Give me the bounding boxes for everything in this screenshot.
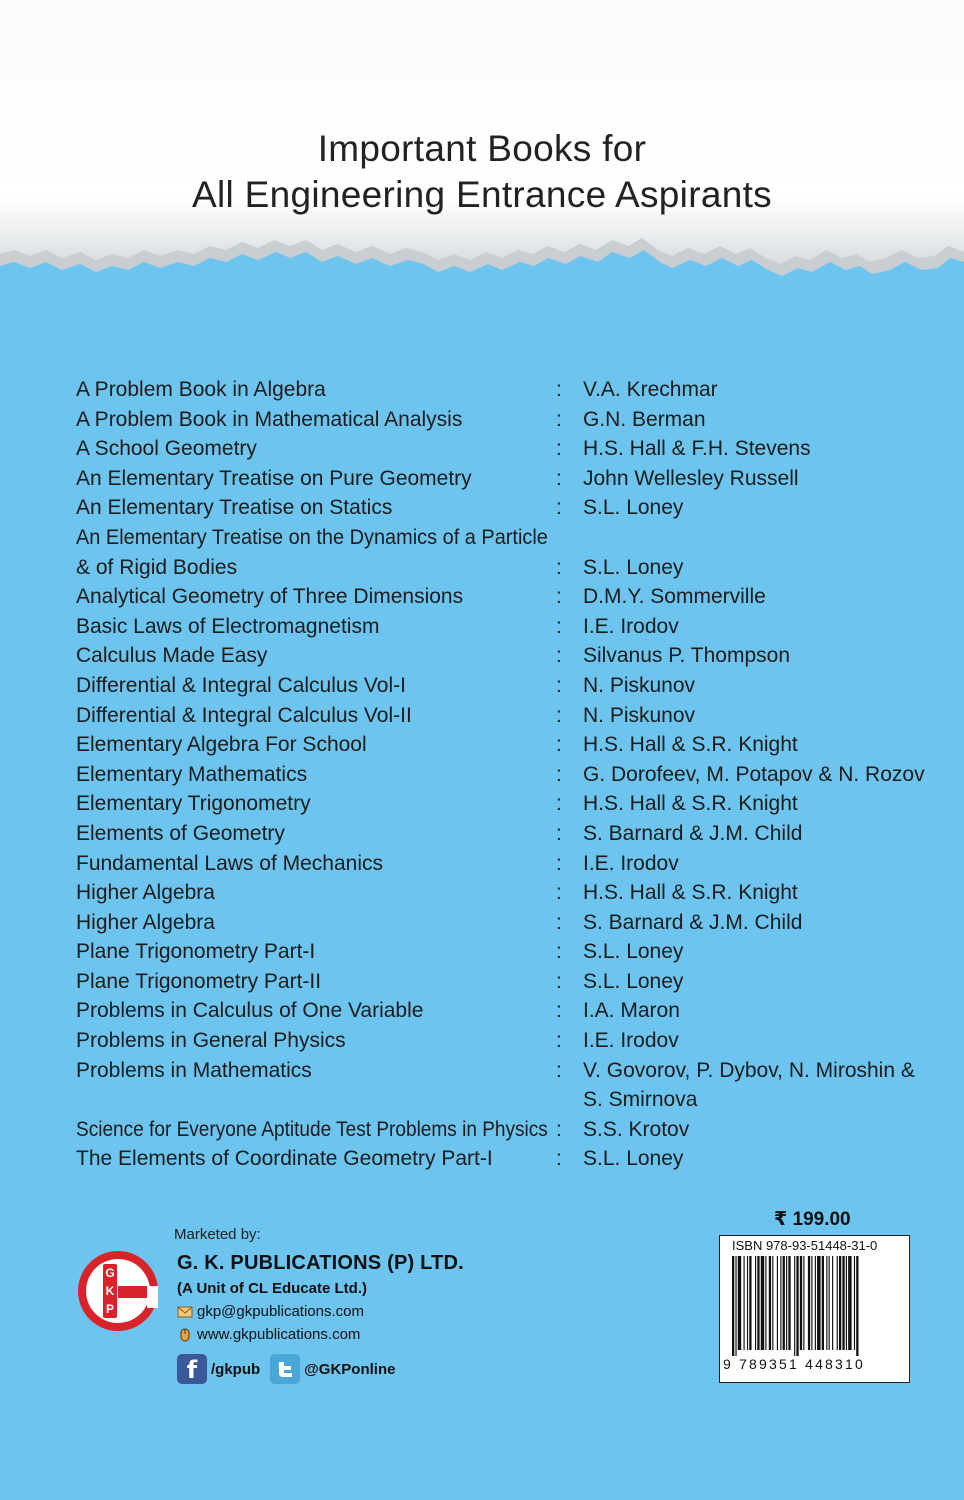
book-row (76, 1144, 936, 1174)
barcode-bar (803, 1256, 804, 1350)
book-title: Elementary Mathematics (76, 762, 308, 786)
barcode-bar (744, 1256, 745, 1350)
book-author: I.E. Irodov (583, 614, 679, 638)
book-separator: : (556, 407, 562, 431)
book-author: H.S. Hall & S.R. Knight (583, 792, 798, 816)
gkp-logo (77, 1250, 159, 1332)
book-row (76, 1115, 936, 1145)
book-row (76, 582, 936, 612)
barcode-bar (856, 1256, 858, 1356)
book-separator: : (556, 792, 562, 816)
isbn-label: ISBN 978-93-51448-31-0 (732, 1238, 878, 1253)
book-title: & of Rigid Bodies (76, 555, 238, 579)
book-separator: : (556, 496, 562, 520)
barcode-bar (822, 1256, 824, 1350)
book-separator: : (556, 733, 562, 757)
barcode-bar (808, 1256, 810, 1350)
book-row (76, 405, 936, 435)
barcode-bar (749, 1256, 751, 1350)
publisher-social-line (177, 1354, 395, 1384)
book-separator: : (556, 999, 562, 1023)
book-row (76, 908, 936, 938)
book-row (76, 553, 936, 583)
book-author: I.E. Irodov (583, 1029, 679, 1053)
publisher-email[interactable]: gkp@gkpublications.com (197, 1303, 364, 1320)
book-author: H.S. Hall & S.R. Knight (583, 881, 798, 905)
barcode-bar (800, 1256, 802, 1350)
barcode-bar (848, 1256, 851, 1350)
book-title: Calculus Made Easy (76, 644, 268, 668)
book-title: Differential & Integral Calculus Vol-II (76, 703, 412, 727)
book-separator: : (556, 940, 562, 964)
book-title: The Elements of Coordinate Geometry Part-I (76, 1147, 493, 1171)
book-title: A Problem Book in Mathematical Analysis (76, 407, 463, 431)
book-separator: : (556, 437, 562, 461)
book-author: G.N. Berman (583, 407, 706, 431)
book-title: Higher Algebra (76, 881, 215, 905)
barcode-bar (735, 1256, 736, 1356)
book-separator: : (556, 466, 562, 490)
book-row (76, 375, 936, 405)
book-row (76, 760, 936, 790)
book-separator: : (556, 821, 562, 845)
title-line-2: All Engineering Entrance Aspirants (192, 174, 772, 215)
title-line-1: Important Books for (317, 128, 647, 169)
book-title: Problems in Calculus of One Variable (76, 999, 424, 1023)
barcode-bar (777, 1256, 778, 1350)
book-separator: : (556, 910, 562, 934)
barcode-bar (738, 1256, 741, 1350)
book-separator: : (556, 614, 562, 638)
barcode-bars (730, 1256, 902, 1356)
book-author: N. Piskunov (583, 673, 696, 697)
book-row (76, 937, 936, 967)
barcode-bar (815, 1256, 816, 1350)
facebook-handle[interactable]: /gkpub (211, 1360, 261, 1378)
book-row (76, 671, 936, 701)
book-title: Analytical Geometry of Three Dimensions (76, 585, 464, 609)
publisher-email-line (177, 1303, 364, 1320)
book-title: Elementary Trigonometry (76, 792, 311, 816)
book-title: Basic Laws of Electromagnetism (76, 614, 380, 638)
book-title: A School Geometry (76, 437, 257, 461)
book-row (76, 967, 936, 997)
book-author: V. Govorov, P. Dybov, N. Miroshin & (583, 1058, 915, 1082)
barcode-bar (832, 1256, 833, 1350)
book-title: Problems in General Physics (76, 1029, 346, 1053)
book-title: Plane Trigonometry Part-II (76, 969, 322, 993)
book-separator: : (556, 969, 562, 993)
book-row (76, 464, 936, 494)
book-separator: : (556, 703, 562, 727)
barcode-bar (769, 1256, 771, 1350)
facebook-icon[interactable]: f (177, 1354, 207, 1384)
book-row (76, 996, 936, 1026)
book-row (76, 523, 936, 553)
publisher-website-line (177, 1326, 360, 1343)
book-title: Differential & Integral Calculus Vol-I (76, 673, 406, 697)
book-separator: : (556, 1058, 562, 1082)
book-row (76, 819, 936, 849)
book-row (76, 493, 936, 523)
book-author: S.L. Loney (583, 969, 684, 993)
barcode-bar (761, 1256, 764, 1350)
book-row (76, 1026, 936, 1056)
book-list (76, 375, 936, 1174)
book-row (76, 701, 936, 731)
book-author: Silvanus P. Thompson (583, 644, 791, 668)
book-row (76, 641, 936, 671)
book-author: S. Barnard & J.M. Child (583, 910, 803, 934)
book-author: S. Barnard & J.M. Child (583, 821, 803, 845)
barcode-bar (757, 1256, 759, 1350)
book-author: I.E. Irodov (583, 851, 679, 875)
book-title: Problems in Mathematics (76, 1058, 312, 1082)
barcode-bar (788, 1256, 790, 1350)
twitter-icon[interactable] (270, 1354, 300, 1384)
marketed-by-label: Marketed by: (174, 1226, 261, 1243)
barcode-bar (839, 1256, 841, 1350)
book-author: S.L. Loney (583, 555, 684, 579)
book-author: H.S. Hall & F.H. Stevens (583, 437, 811, 461)
book-separator: : (556, 644, 562, 668)
barcode-bar (732, 1256, 734, 1356)
book-title: An Elementary Treatise on the Dynamics of a Particle (76, 525, 548, 549)
book-title: Elementary Algebra For School (76, 733, 367, 757)
envelope-icon (177, 1305, 193, 1319)
barcode-bar (747, 1256, 748, 1350)
book-row (76, 849, 936, 879)
barcode-bar (842, 1256, 844, 1350)
logo-letter-p: P (105, 1302, 115, 1316)
mouse-icon (177, 1328, 193, 1342)
book-separator: : (556, 378, 562, 401)
publisher-website[interactable]: www.gkpublications.com (197, 1326, 361, 1343)
book-title: Fundamental Laws of Mechanics (76, 851, 383, 875)
book-title: Elements of Geometry (76, 821, 285, 845)
book-title: Science for Everyone Aptitude Test Problems in Physics (76, 1117, 548, 1141)
book-author: John Wellesley Russell (583, 466, 799, 490)
book-author: H.S. Hall & S.R. Knight (583, 733, 798, 757)
book-author: D.M.Y. Sommerville (583, 585, 766, 609)
barcode-digits: 9 789351 448310 (723, 1356, 865, 1372)
book-row (76, 1056, 936, 1086)
book-author: N. Piskunov (583, 703, 696, 727)
isbn-barcode (719, 1235, 910, 1383)
book-title: An Elementary Treatise on Pure Geometry (76, 466, 472, 490)
cover-title (0, 126, 964, 218)
barcode-bar (846, 1256, 847, 1350)
book-author: S.S. Krotov (583, 1117, 690, 1141)
barcode-bar (786, 1256, 787, 1350)
logo-letter-g: G (105, 1266, 115, 1280)
price-label: ₹ 199.00 (774, 1209, 851, 1230)
book-title: Plane Trigonometry Part-I (76, 940, 316, 964)
book-title: An Elementary Treatise on Statics (76, 496, 393, 520)
book-author: S.L. Loney (583, 940, 684, 964)
logo-letter-k: K (105, 1284, 115, 1298)
book-author: S.L. Loney (583, 1147, 684, 1171)
publisher-name: G. K. PUBLICATIONS (P) LTD. (177, 1252, 464, 1274)
twitter-handle[interactable]: @GKPonline (304, 1360, 396, 1378)
barcode-bar (829, 1256, 830, 1350)
book-separator: : (556, 1117, 562, 1141)
barcode-bar (796, 1256, 798, 1356)
book-title: A Problem Book in Algebra (76, 378, 326, 401)
publisher-unit: (A Unit of CL Educate Ltd.) (177, 1280, 367, 1297)
book-separator: : (556, 1029, 562, 1053)
barcode-bar (811, 1256, 812, 1350)
book-author: I.A. Maron (583, 999, 680, 1023)
barcode-bar (765, 1256, 766, 1350)
barcode-bar (755, 1256, 756, 1350)
book-author: V.A. Krechmar (583, 378, 718, 401)
barcode-bar (794, 1256, 795, 1356)
book-separator: : (556, 851, 562, 875)
book-row (76, 434, 936, 464)
barcode-bar (772, 1256, 773, 1350)
barcode-bar (780, 1256, 781, 1350)
barcode-bar (817, 1256, 820, 1350)
barcode-bar (837, 1256, 838, 1350)
book-separator: : (556, 881, 562, 905)
barcode-bar (854, 1256, 855, 1350)
book-separator: : (556, 1147, 562, 1171)
book-row (76, 878, 936, 908)
book-separator: : (556, 673, 562, 697)
book-author: S. Smirnova (583, 1088, 698, 1112)
book-row (76, 612, 936, 642)
book-separator: : (556, 555, 562, 579)
book-separator: : (556, 762, 562, 786)
barcode-bar (826, 1256, 827, 1350)
book-separator: : (556, 585, 562, 609)
book-title: Higher Algebra (76, 910, 215, 934)
book-row (76, 730, 936, 760)
book-row (76, 1085, 936, 1115)
book-row (76, 789, 936, 819)
book-author: S.L. Loney (583, 496, 684, 520)
barcode-bar (783, 1256, 785, 1350)
book-author: G. Dorofeev, M. Potapov & N. Rozov (583, 762, 925, 786)
